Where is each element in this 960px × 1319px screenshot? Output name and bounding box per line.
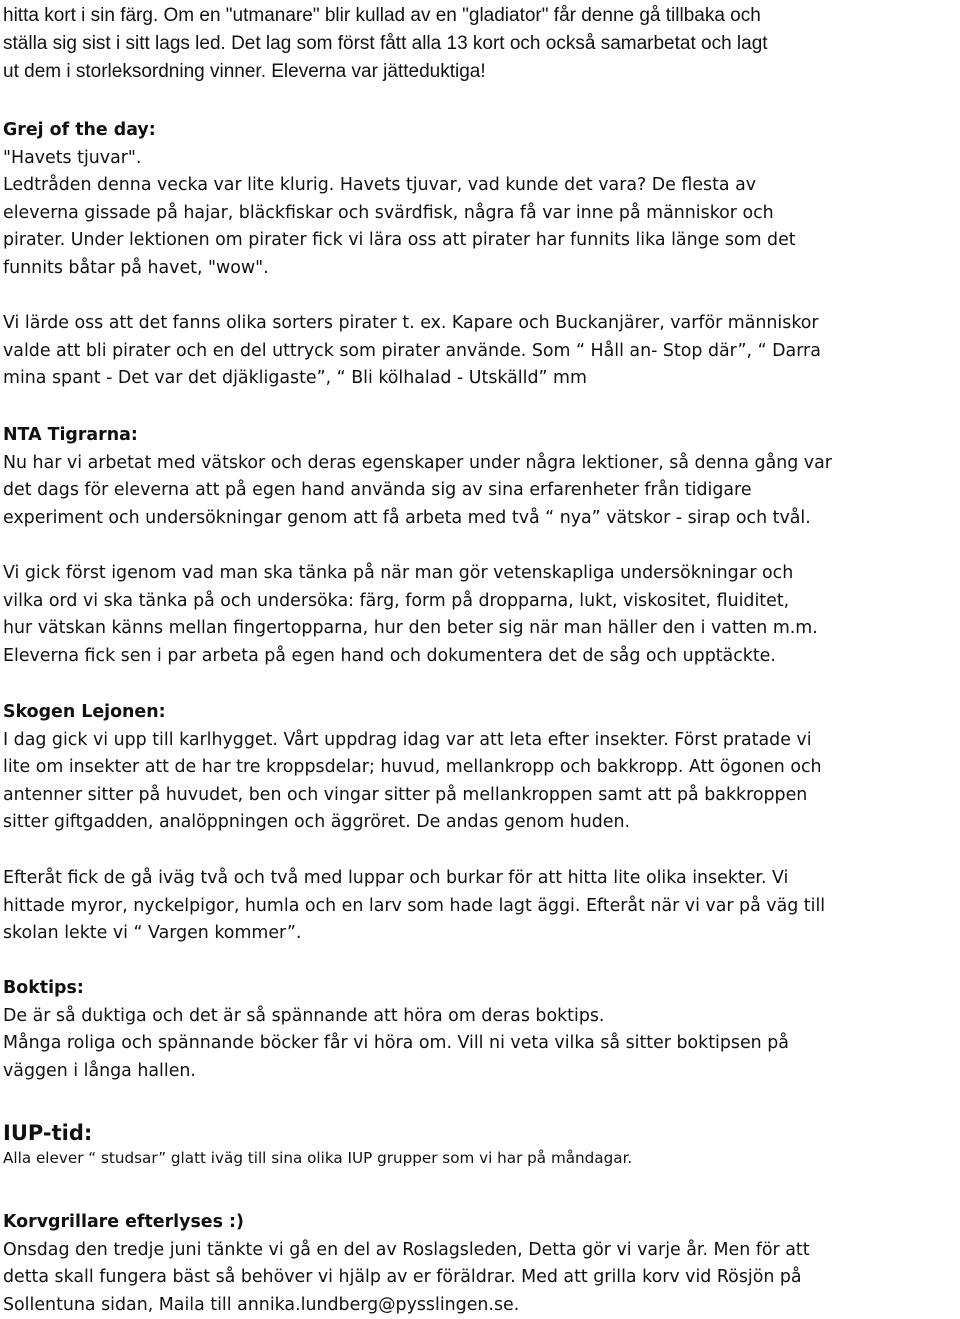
skogen-line: hittade myror, nyckelpigor, humla och en larv som hade lagt äggi. Efteråt när vi var på väg till (3, 893, 953, 921)
grej-line: Vi lärde oss att det fanns olika sorters pirater t. ex. Kapare och Buckanjärer, varför människor (3, 310, 953, 338)
grej-line: valde att bli pirater och en del uttryck som pirater använde. Som “ Håll an- Stop där”, “ Darra (3, 338, 953, 366)
intro-line: ut dem i storleksordning vinner. Eleverna var jätteduktiga! (3, 58, 953, 86)
nta-line: vilka ord vi ska tänka på och undersöka: färg, form på dropparna, lukt, viskositet, fluiditet, (3, 588, 953, 616)
nta-line: experiment och undersökningar genom att få arbeta med två “ nya” vätskor - sirap och tvål. (3, 505, 953, 533)
skogen-heading: Skogen Lejonen: (3, 699, 953, 727)
boktips-line: Många roliga och spännande böcker får vi höra om. Vill ni veta vilka så sitter boktipsen på (3, 1030, 953, 1058)
korv-line: Onsdag den tredje juni tänkte vi gå en del av Roslagsleden, Detta gör vi varje år. Men för att (3, 1237, 953, 1265)
iup-line: Alla elever “ studsar” glatt iväg till sina olika IUP grupper som vi har på måndagar. (3, 1147, 953, 1169)
skogen-section (3, 699, 953, 837)
boktips-heading: Boktips: (3, 975, 953, 1003)
intro-paragraph (3, 2, 953, 86)
iup-section (3, 1119, 953, 1169)
korv-line: Sollentuna sidan, Maila till annika.lundberg@pysslingen.se. (3, 1292, 953, 1319)
nta-line: hur vätskan känns mellan fingertopparna, hur den beter sig när man häller den i vatten m.m. (3, 615, 953, 643)
intro-line: ställa sig sist i sitt lags led. Det lag som först fått alla 13 kort och också samarbetat och lagt (3, 30, 953, 58)
grej-line: mina spant - Det var det djäkligaste”, “ Bli kölhalad - Utskälld” mm (3, 365, 953, 393)
nta-section (3, 422, 953, 532)
korv-line: detta skall fungera bäst så behöver vi hjälp av er föräldrar. Med att grilla korv vid Rösjön på (3, 1264, 953, 1292)
grej-line: pirater. Under lektionen om pirater fick vi lära oss att pirater har funnits lika länge som det (3, 227, 953, 255)
nta-heading: NTA Tigrarna: (3, 422, 953, 450)
skogen-line: Efteråt fick de gå iväg två och två med luppar och burkar för att hitta lite olika insekter. Vi (3, 865, 953, 893)
boktips-section (3, 975, 953, 1085)
boktips-line: väggen i långa hallen. (3, 1058, 953, 1086)
skogen-line: antenner sitter på huvudet, ben och vingar sitter på mellankroppen samt att på bakkroppen (3, 782, 953, 810)
skogen-paragraph-2 (3, 865, 953, 948)
grej-line: eleverna gissade på hajar, bläckfiskar och svärdfisk, några få var inne på människor och (3, 200, 953, 228)
intro-line: hitta kort i sin färg. Om en "utmanare" blir kullad av en "gladiator" får denne gå tillbaka och (3, 2, 953, 30)
skogen-line: I dag gick vi upp till karlhygget. Vårt uppdrag idag var att leta efter insekter. Först pratade vi (3, 727, 953, 755)
skogen-line: skolan lekte vi “ Vargen kommer”. (3, 920, 953, 948)
korv-section (3, 1209, 953, 1319)
skogen-line: lite om insekter att de har tre kroppsdelar; huvud, mellankropp och bakkropp. Att ögonen och (3, 754, 953, 782)
nta-line: Vi gick först igenom vad man ska tänka på när man gör vetenskapliga undersökningar och (3, 560, 953, 588)
grej-line: funnits båtar på havet, "wow". (3, 255, 953, 283)
boktips-line: De är så duktiga och det är så spännande att höra om deras boktips. (3, 1003, 953, 1031)
nta-line: Eleverna fick sen i par arbeta på egen hand och dokumentera det de såg och upptäckte. (3, 643, 953, 671)
iup-heading: IUP-tid: (3, 1119, 953, 1147)
nta-line: det dags för eleverna att på egen hand använda sig av sina erfarenheter från tidigare (3, 477, 953, 505)
skogen-line: sitter giftgadden, analöppningen och äggröret. De andas genom huden. (3, 809, 953, 837)
nta-paragraph-2 (3, 560, 953, 670)
korv-heading: Korvgrillare efterlyses :) (3, 1209, 953, 1237)
grej-line: Ledtråden denna vecka var lite klurig. Havets tjuvar, vad kunde det vara? De flesta av (3, 172, 953, 200)
grej-paragraph-2 (3, 310, 953, 393)
grej-section (3, 117, 953, 282)
grej-line: "Havets tjuvar". (3, 145, 953, 173)
grej-heading: Grej of the day: (3, 117, 953, 145)
nta-line: Nu har vi arbetat med vätskor och deras egenskaper under några lektioner, så denna gång var (3, 450, 953, 478)
